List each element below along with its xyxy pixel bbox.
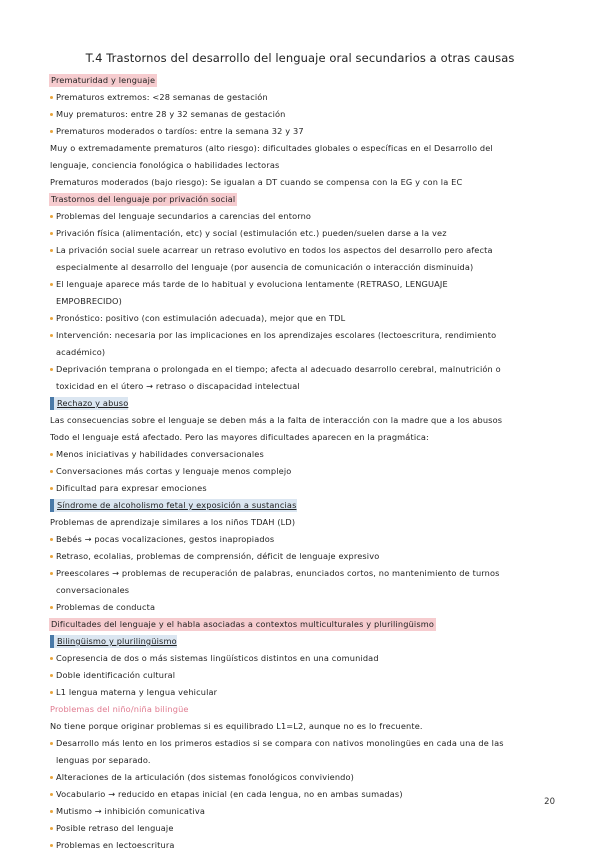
subsection-heading-bilinguismo: Bilingüismo y plurilingüismo [50,635,177,648]
list-item: Prematuros extremos: <28 semanas de gestación [50,89,550,106]
list-item: Vocabulario → reducido en etapas inicial (en cada lengua, no en ambas sumadas) [50,786,550,803]
page-content [50,72,550,854]
list-item: Privación física (alimentación, etc) y social (estimulación etc.) pueden/suelen darse a la vez [50,225,550,242]
list-item: Conversaciones más cortas y lenguaje menos complejo [50,463,550,480]
list-item: Prematuros moderados o tardíos: entre la semana 32 y 37 [50,123,550,140]
paragraph-line: No tiene porque originar problemas si es equilibrado L1=L2, aunque no es lo frecuente. [50,721,423,731]
list-item: Preescolares → problemas de recuperación de palabras, enunciados cortos, no mantenimiento de turnos [50,565,550,582]
paragraph-line: Muy o extremadamente prematuros (alto riesgo): dificultades globales o específicas en el Desarrollo del [50,143,493,153]
section-heading-multicultural: Dificultades del lenguaje y el habla asociadas a contextos multiculturales y plurilingüismo [51,619,435,629]
list-item-continuation: especialmente al desarrollo del lenguaje (por ausencia de comunicación o interacción disminuida) [56,262,474,272]
list-item: Posible retraso del lenguaje [50,820,550,837]
paragraph-line: Las consecuencias sobre el lenguaje se deben más a la falta de interacción con la madre que a los abusos [50,415,503,425]
section-heading-privacion-social: Trastornos del lenguaje por privación social [51,194,236,204]
list-item: Retraso, ecolalias, problemas de comprensión, déficit de lenguaje expresivo [50,548,550,565]
page-number: 20 [544,797,555,807]
paragraph-line: Prematuros moderados (bajo riesgo): Se igualan a DT cuando se compensa con la EG y con la EC [50,177,463,187]
list-item: La privación social suele acarrear un retraso evolutivo en todos los aspectos del desarrollo pero afecta [50,242,550,259]
subsection-heading-alcoholismo-fetal: Síndrome de alcoholismo fetal y exposición a sustancias [50,499,297,512]
list-item: Menos iniciativas y habilidades conversacionales [50,446,550,463]
paragraph-line: lenguaje, conciencia fonológica o habilidades lectoras [50,160,280,170]
list-item-continuation: lenguas por separado. [56,755,151,765]
list-item: Problemas del lenguaje secundarios a carencias del entorno [50,208,550,225]
list-item: Bebés → pocas vocalizaciones, gestos inapropiados [50,531,550,548]
list-item: Doble identificación cultural [50,667,550,684]
list-item: Deprivación temprana o prolongada en el tiempo; afecta al adecuado desarrollo cerebral, malnutrición o [50,361,550,378]
list-item: Problemas de conducta [50,599,550,616]
list-item: Copresencia de dos o más sistemas lingüísticos distintos en una comunidad [50,650,550,667]
page-title: T.4 Trastornos del desarrollo del lenguaje oral secundarios a otras causas [85,51,515,65]
paragraph-line: Todo el lenguaje está afectado. Pero las mayores dificultades aparecen en la pragmática: [50,432,429,442]
list-item-continuation: EMPOBRECIDO) [56,296,122,306]
paragraph-line: Problemas de aprendizaje similares a los niños TDAH (LD) [50,517,296,527]
list-item: Muy prematuros: entre 28 y 32 semanas de gestación [50,106,550,123]
list-item: Intervención: necesaria por las implicaciones en los aprendizajes escolares (lectoescritura, rendimiento [50,327,550,344]
list-item: Mutismo → inhibición comunicativa [50,803,550,820]
list-item-continuation: conversacionales [56,585,130,595]
list-item: L1 lengua materna y lengua vehicular [50,684,550,701]
list-item: Problemas en lectoescritura [50,837,550,854]
list-item-continuation: toxicidad en el útero → retraso o discapacidad intelectual [56,381,300,391]
subsection-heading-rechazo-abuso: Rechazo y abuso [50,397,128,410]
list-item-continuation: académico) [56,347,106,357]
list-item: Pronóstico: positivo (con estimulación adecuada), mejor que en TDL [50,310,550,327]
subsection-heading-problemas-bilingue: Problemas del niño/niña bilingüe [50,704,189,714]
list-item: Desarrollo más lento en los primeros estadios si se compara con nativos monolingües en cada una de las [50,735,550,752]
list-item: Alteraciones de la articulación (dos sistemas fonológicos conviviendo) [50,769,550,786]
section-heading-prematuridad: Prematuridad y lenguaje [51,75,156,85]
list-item: El lenguaje aparece más tarde de lo habitual y evoluciona lentamente (RETRASO, LENGUAJE [50,276,550,293]
list-item: Dificultad para expresar emociones [50,480,550,497]
